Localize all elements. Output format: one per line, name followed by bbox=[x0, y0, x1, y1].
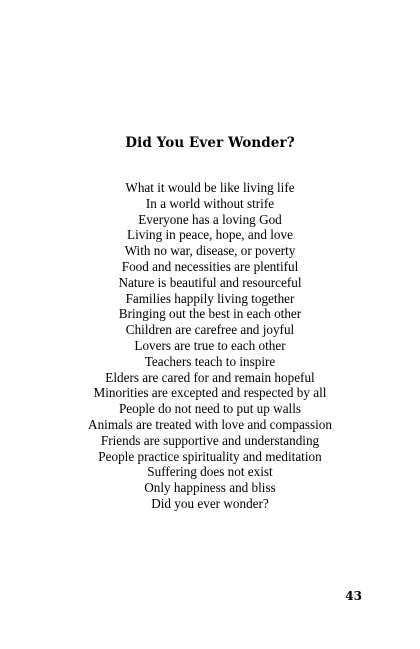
poem-line: Animals are treated with love and compassion bbox=[88, 416, 332, 432]
poem-line: People practice spirituality and meditation bbox=[98, 448, 322, 464]
poem-line: What it would be like living life bbox=[125, 180, 295, 195]
poem-body bbox=[0, 180, 420, 512]
poem-line: Nature is beautiful and resourceful bbox=[118, 274, 302, 290]
poem-line: Children are carefree and joyful bbox=[125, 322, 295, 338]
poem-line: Everyone has a loving God bbox=[138, 211, 282, 227]
poem-line: Minorities are excepted and respected by all bbox=[93, 385, 327, 401]
poem-line: People do not need to put up walls bbox=[118, 401, 302, 417]
poem-line: Elders are cared for and remain hopeful bbox=[105, 369, 315, 385]
poem-line: In a world without strife bbox=[145, 195, 275, 211]
poem-title: Did You Ever Wonder? bbox=[125, 135, 295, 151]
poem-line: Teachers teach to inspire bbox=[144, 353, 276, 369]
poem-line: Bringing out the best in each other bbox=[118, 306, 302, 322]
poem-line: Suffering does not exist bbox=[147, 464, 273, 480]
poem-line: Living in peace, hope, and love bbox=[127, 227, 293, 243]
poem-line: Friends are supportive and understanding bbox=[100, 432, 320, 448]
poem-line: Food and necessities are plentiful bbox=[121, 258, 299, 274]
poem-line: Only happiness and bliss bbox=[144, 480, 276, 496]
poem-line: Lovers are true to each other bbox=[134, 337, 286, 353]
page-number: 43 bbox=[345, 589, 362, 603]
poem-line: With no war, disease, or poverty bbox=[124, 243, 296, 259]
poem-line: Did you ever wonder? bbox=[151, 495, 269, 511]
poem-line: Families happily living together bbox=[125, 290, 295, 306]
